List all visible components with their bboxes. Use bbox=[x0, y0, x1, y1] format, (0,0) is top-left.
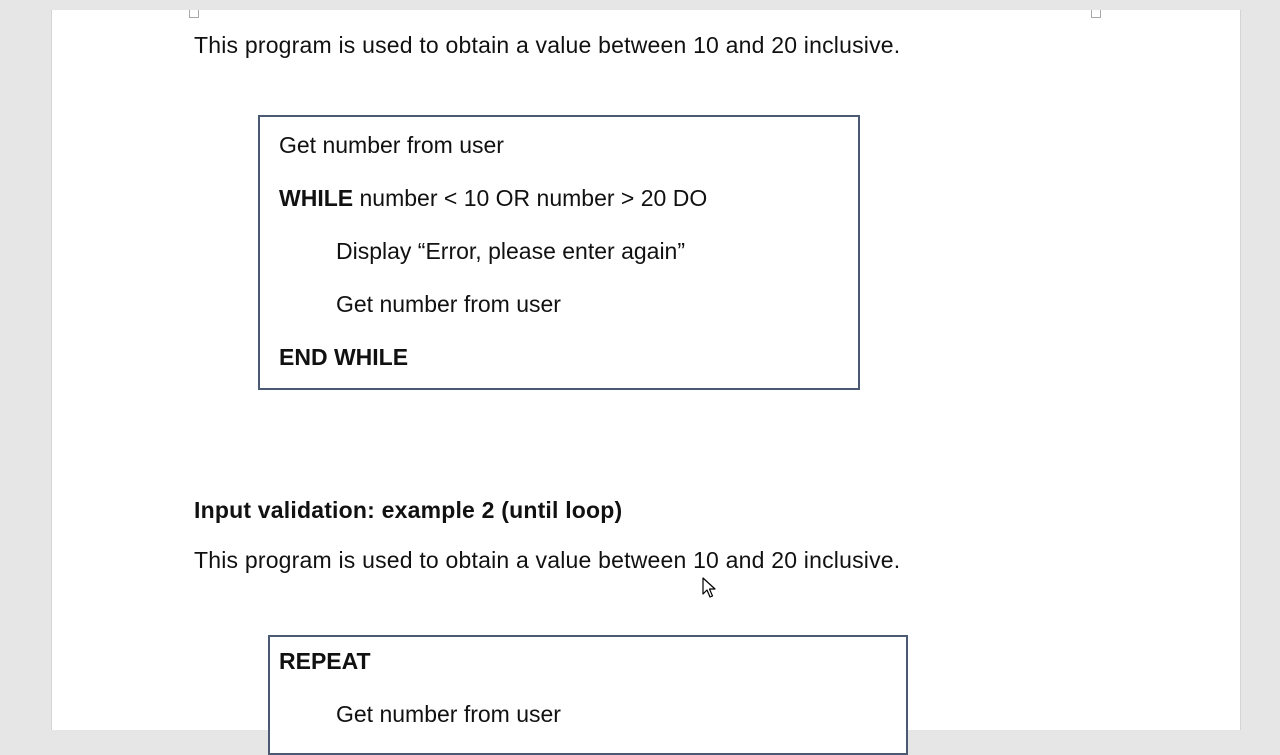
code-line-2 bbox=[279, 185, 707, 212]
pseudocode-box-repeat bbox=[268, 635, 908, 755]
right-margin-marker bbox=[1091, 10, 1101, 18]
section-heading-example-2: Input validation: example 2 (until loop) bbox=[194, 497, 623, 523]
paragraph-2: This program is used to obtain a value between 10 and 20 inclusive. bbox=[194, 547, 901, 573]
code-line-1: Get number from user bbox=[279, 132, 504, 158]
code-line-repeat: REPEAT bbox=[279, 648, 371, 674]
code-line-5: END WHILE bbox=[279, 344, 409, 370]
code-line-get-number: Get number from user bbox=[336, 701, 561, 727]
pseudocode-box-while bbox=[258, 115, 860, 390]
left-margin-marker bbox=[189, 10, 199, 18]
paragraph-1: This program is used to obtain a value between 10 and 20 inclusive. bbox=[194, 32, 901, 58]
mouse-pointer-icon bbox=[702, 577, 716, 599]
code-line-3: Display “Error, please enter again” bbox=[336, 238, 685, 264]
code-line-4: Get number from user bbox=[336, 291, 561, 317]
while-condition: number < 10 OR number > 20 DO bbox=[353, 185, 708, 211]
top-ruler-strip bbox=[0, 0, 1280, 10]
while-keyword: WHILE bbox=[279, 185, 354, 211]
